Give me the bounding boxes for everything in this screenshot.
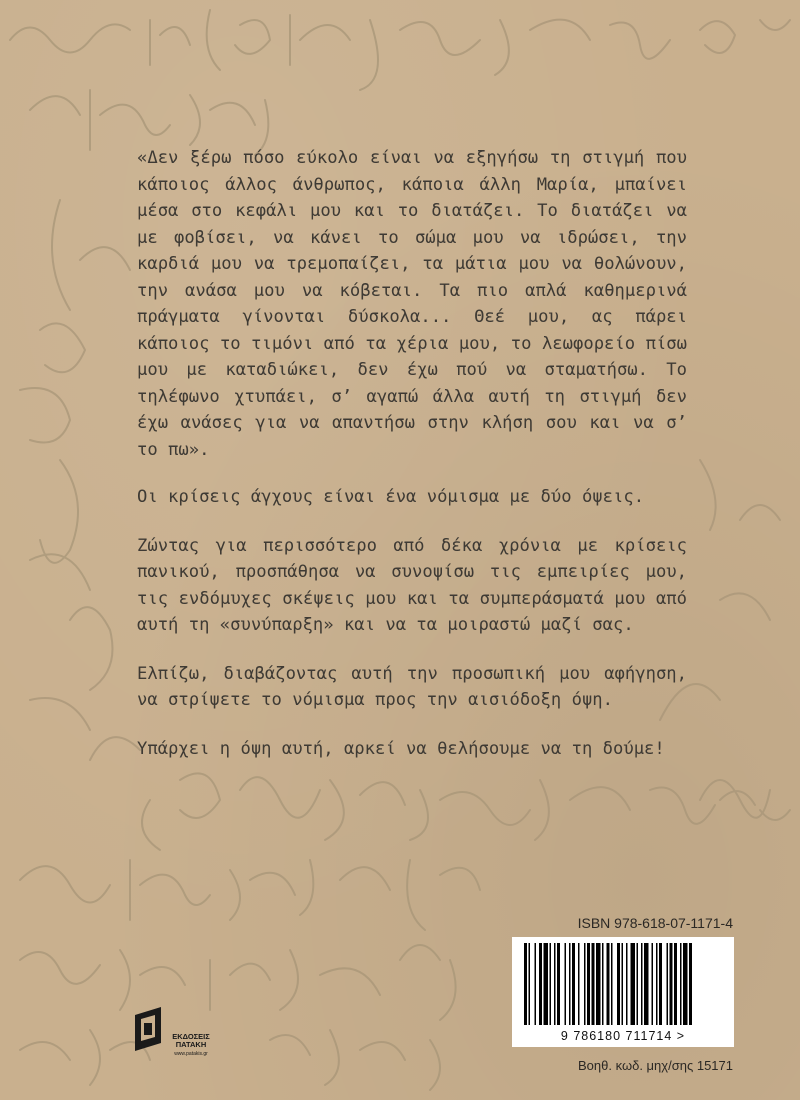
barcode-bar [641,943,643,1025]
barcode [512,937,734,1047]
blurb-paragraph-4: Ελπίζω, διαβάζοντας αυτή την προσωπική μου αφήγηση, να στρίψετε το νόμισμα προς την αισιόδοξη όψη. [137,663,687,710]
barcode-bar [689,943,692,1025]
publisher-logo [131,1003,221,1063]
barcode-bar [529,943,531,1025]
barcode-bar [611,943,613,1025]
barcode-bar [644,943,649,1025]
barcode-bar [659,943,662,1025]
barcode-bar [554,943,556,1025]
barcode-bar [670,943,673,1025]
barcode-number: 9 786180 711714 > [560,1029,686,1043]
barcode-bars [512,937,734,1029]
barcode-bar [626,943,628,1025]
barcode-bar [617,943,620,1025]
barcode-bar [652,943,654,1025]
barcode-bar [572,943,575,1025]
barcode-bar [602,943,604,1025]
barcode-bar [622,943,624,1025]
barcode-bar [550,943,552,1025]
isbn-label: ISBN 978-618-07-1171-4 [577,915,733,931]
blurb-paragraph-5: Υπάρχει η όψη αυτή, αρκεί να θελήσουμε να τη δούμε! [137,738,665,759]
publisher-url: www.patakis.gr [174,1051,208,1057]
machine-code-label: Βοηθ. κωδ. μηχ/σης 15171 [578,1058,733,1073]
barcode-bar [674,943,677,1025]
barcode-bar [565,943,567,1025]
barcode-bar [584,943,586,1025]
barcode-bar [578,943,580,1025]
barcode-bar [587,943,590,1025]
barcode-bar [667,943,669,1025]
barcode-bar [656,943,658,1025]
barcode-bar [557,943,560,1025]
blurb-paragraph-2: Οι κρίσεις άγχους είναι ένα νόμισμα με δύο όψεις. [137,487,645,507]
barcode-bar [592,943,595,1025]
blurb-paragraph-1: «Δεν ξέρω πόσο εύκολο είναι να εξηγήσω τη στιγμή που κάποιος άλλος άνθρωπος, κάποια άλλη Μαρία, μπαίνει μέσα στο κεφάλι μου και το διατάζει. Το διατάζει να με φοβίσει, να κάνει το σώμα μου να ιδρώσει, την καρδιά μου να τρεμοπαίζει, τα μάτια μου να θολώνουν, την ανάσα μου να κόβεται. Τα πιο απλά καθημερινά πράγματα γίνονται δύσκολα... Θεέ μου, ας πάρει κάποιος το τιμόνι από τα χέρια μου, το λεωφορείο πίσω μου με καταδιώκει, δεν έχω πού να σταματήσω. Το τηλέφωνο χτυπάει, σ’ αγαπώ άλλα αυτή τη στιγμή δεν έχω ανάσες για να απαντήσω στην κλήση σου και να σ’ το πω». [137,148,687,460]
barcode-bar [680,943,682,1025]
barcode-bar [569,943,571,1025]
barcode-bar [607,943,610,1025]
barcode-bar [631,943,636,1025]
barcode-bar [524,943,527,1025]
back-cover-blurb [137,145,687,784]
publisher-name: ΕΚΔΟΣΕΙΣ ΠΑΤΑΚΗ [172,1032,210,1049]
barcode-bar [683,943,688,1025]
barcode-bar [596,943,601,1025]
blurb-paragraph-3: Ζώντας για περισσότερο από δέκα χρόνια με κρίσεις πανικού, προσπάθησα να συνοψίσω τις εμπειρίες μου, τις ενδόμυχες σκέψεις μου και τα συμπεράσματά μου από αυτή τη «συνύπαρξη» και να τα μοιραστώ μαζί σας. [137,535,687,635]
barcode-bar [544,943,549,1025]
barcode-bar [539,943,542,1025]
barcode-bar [637,943,639,1025]
barcode-bar [535,943,537,1025]
